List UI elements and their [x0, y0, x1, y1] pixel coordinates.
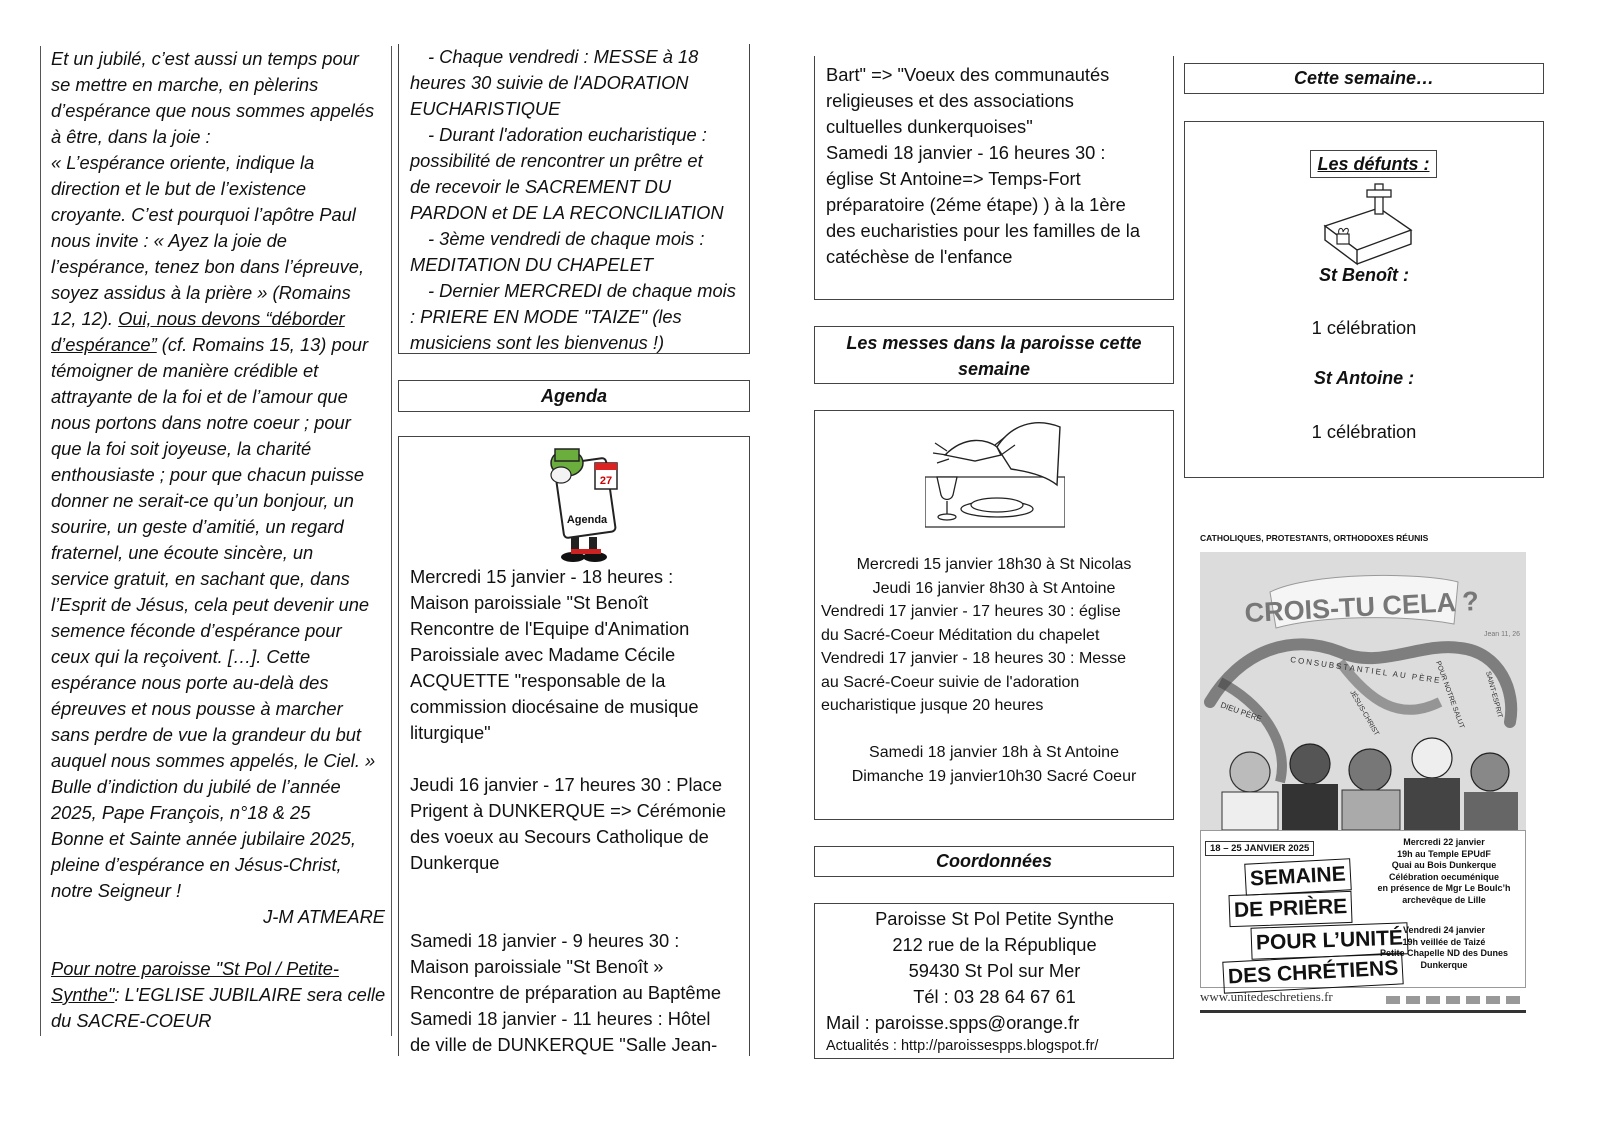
contact-title: Coordonnées — [935, 851, 1052, 871]
mass-line: du Sacré-Coeur Méditation du chapelet — [821, 626, 1100, 644]
poster-ribbon: JÉSUS-CHRIST — [1348, 689, 1380, 738]
poster-ribbon: POUR NOTRE SALUT — [1434, 660, 1466, 730]
editorial-line: « L’espérance oriente, indique la — [51, 152, 315, 173]
editorial-line — [51, 332, 385, 358]
poster-event-line: en présence de Mgr Le Boulc’h — [1377, 883, 1511, 893]
agenda-line: de ville de DUNKERQUE "Salle Jean- — [410, 1034, 718, 1055]
poster-top-line: CATHOLIQUES, PROTESTANTS, ORTHODOXES RÉUNIS — [1200, 533, 1429, 543]
poster-ref: Jean 11, 26 — [1484, 631, 1521, 638]
agenda-line: Prigent à DUNKERQUE => Cérémonie — [410, 800, 726, 821]
agenda-line: des voeux au Secours Catholique de — [410, 826, 709, 847]
poster-event-line: Vendredi 24 janvier — [1402, 925, 1486, 935]
contact-mail[interactable]: Mail : paroisse.spps@orange.fr — [826, 1012, 1080, 1033]
editorial-line: donner ne serait-ce qu’un bonjour, un — [51, 490, 354, 511]
partner-logos — [1386, 996, 1526, 1004]
agenda-cont-line: cultuelles dunkerquoises" — [826, 116, 1033, 137]
poster-event-line: 19h veillée de Taizé — [1402, 936, 1486, 947]
mass-line: Samedi 18 janvier 18h à St Antoine — [869, 744, 1119, 761]
unity-week-poster — [1198, 530, 1538, 1030]
editorial-line: croyante. C’est pourquoi l’apôtre Paul — [51, 204, 356, 225]
masses-title: Les messes dans la paroisse cette — [846, 333, 1142, 353]
agenda-cont-line: des eucharisties pour les familles de la — [826, 220, 1140, 241]
office-line: : PRIERE EN MODE "TAIZE" (les — [410, 306, 682, 327]
poster-ribbon: CONSUBSTANTIEL AU PÈRE — [1289, 655, 1442, 686]
agenda-text — [410, 564, 745, 1058]
agenda-continued-box — [814, 56, 1174, 300]
editorial-line: nous portons dans notre coeur ; pour — [51, 412, 351, 433]
mass-line: Vendredi 17 janvier - 18 heures 30 : Messe — [821, 650, 1127, 667]
editorial-line: direction et le but de l’existence — [51, 178, 307, 199]
editorial-line: que la foi soit joyeuse, la charité — [51, 438, 312, 459]
tomb-icon — [1317, 178, 1417, 268]
poster-title-line: DES CHRÉTIENS — [1222, 952, 1404, 993]
contact-box — [814, 903, 1174, 1059]
editorial-line: se mettre en marche, en pèlerins — [51, 74, 319, 95]
agenda-cont-line: préparatoire (2éme étape) ) à la 1ère — [826, 194, 1126, 215]
agenda-line: ACQUETTE "responsable de la — [410, 670, 666, 691]
office-line: PARDON et DE LA RECONCILIATION — [410, 202, 724, 223]
editorial-line: épreuves et nous pousse à marcher — [51, 698, 343, 719]
editorial-line: Et un jubilé, c’est aussi un temps pour — [51, 48, 359, 69]
poster-illustration — [1200, 552, 1526, 830]
masses-list — [821, 553, 1167, 788]
agenda-icon-label: Agenda — [566, 514, 608, 526]
verse-ref: 12, 12). — [51, 308, 113, 329]
poster-title-line: SEMAINE — [1244, 858, 1351, 895]
agenda-line: Rencontre de préparation au Baptême — [410, 982, 721, 1003]
st-benoit-label: St Benoît : — [1319, 265, 1409, 285]
agenda-line: Samedi 18 janvier - 9 heures 30 : — [410, 930, 680, 951]
contact-line: Tél : 03 28 64 67 61 — [913, 986, 1076, 1007]
mass-line: eucharistique jusque 20 heures — [821, 697, 1044, 714]
contact-line: Paroisse St Pol Petite Synthe — [875, 908, 1114, 929]
parish-note-text: : L'EGLISE JUBILAIRE sera celle — [114, 984, 386, 1005]
editorial-line: 2025, Pape François, n°18 & 25 — [51, 802, 311, 823]
masses-box — [814, 410, 1174, 820]
contact-header — [814, 846, 1174, 877]
poster-title-line: DE PRIÈRE — [1228, 891, 1352, 927]
week-title: Cette semaine… — [1293, 68, 1435, 88]
agenda-line: Paroissiale avec Madame Cécile — [410, 644, 676, 665]
agenda-line: Samedi 18 janvier - 11 heures : Hôtel — [410, 1008, 711, 1029]
signature: J-M ATMEARE — [263, 906, 385, 927]
editorial-line: l’Esprit de Jésus, cela peut devenir une — [51, 594, 370, 615]
deceased-title: Les défunts : — [1317, 154, 1430, 174]
agenda-cont-line: Bart" => "Voeux des communautés — [826, 64, 1110, 85]
editorial-line: Bonne et Sainte année jubilaire 2025, — [51, 828, 356, 849]
editorial-line: pleine d’espérance en Jésus-Christ, — [51, 854, 342, 875]
editorial-line: nous invite : « Ayez la joie de — [51, 230, 287, 251]
poster-event-line: archevêque de Lille — [1402, 894, 1486, 905]
agenda-line: Dunkerque — [410, 852, 500, 873]
poster-bottom — [1200, 830, 1526, 988]
agenda-line: Maison paroissiale "St Benoît — [410, 592, 649, 613]
agenda-box — [398, 436, 750, 1056]
editorial-line: Bulle d’indiction du jubilé de l’année — [51, 776, 341, 797]
agenda-title: Agenda — [540, 386, 607, 406]
poster-footer — [1200, 988, 1526, 1013]
agenda-icon-day: 27 — [599, 475, 613, 487]
poster-event-line: Quai au Bois Dunkerque — [1391, 860, 1497, 870]
office-line: de recevoir le SACREMENT DU — [410, 176, 672, 197]
parish-note — [51, 982, 385, 1008]
poster-event-1 — [1369, 837, 1519, 906]
poster-event-line: Mercredi 22 janvier — [1403, 837, 1485, 847]
masses-title: semaine — [957, 359, 1031, 379]
parish-note: du SACRE-COEUR — [51, 1010, 212, 1031]
agenda-line: commission diocésaine de musique — [410, 696, 699, 717]
editorial-line: d’espérance que nous sommes appelés — [51, 100, 375, 121]
office-line: EUCHARISTIQUE — [410, 98, 561, 119]
editorial-line: service gratuit, en sachant que, dans — [51, 568, 350, 589]
editorial-line: fraternel, une écoute sincère, un — [51, 542, 314, 563]
underlined-quote: Oui, nous devons “déborder — [118, 308, 345, 329]
parish-note-link: Synthe" — [51, 984, 115, 1005]
st-benoit-count: 1 célébration — [1311, 317, 1417, 338]
poster-event-line: Célébration oecuménique — [1388, 871, 1500, 882]
agenda-cont-line: église St Antoine=> Temps-Fort — [826, 168, 1081, 189]
editorial-line — [51, 306, 385, 332]
poster-dates: 18 – 25 JANVIER 2025 — [1205, 841, 1314, 856]
agenda-cont-line: religieuses et des associations — [826, 90, 1074, 111]
parish-note — [51, 956, 385, 982]
agenda-line: Mercredi 15 janvier - 18 heures : — [410, 566, 674, 587]
st-antoine-count: 1 célébration — [1311, 421, 1417, 442]
masses-header — [814, 326, 1174, 384]
editorial-line: auquel nous sommes appelés, le Ciel. » — [51, 750, 376, 771]
poster-event-line: 19h au Temple EPUdF — [1397, 848, 1491, 859]
editorial-line: soyez assidus à la prière » (Romains — [51, 282, 351, 303]
editorial-line: attrayante de la foi et de l’amour que — [51, 386, 348, 407]
office-line: MEDITATION DU CHAPELET — [410, 254, 654, 275]
deceased-title-box — [1310, 150, 1437, 178]
editorial-line: enthousiaste ; pour que chacun puisse — [51, 464, 365, 485]
eucharist-illustration — [925, 415, 1065, 530]
editorial-line: notre Seigneur ! — [51, 880, 182, 901]
editorial-column — [40, 46, 392, 1036]
office-line: - Chaque vendredi : MESSE à 18 — [428, 46, 699, 67]
agenda-cont-line: Samedi 18 janvier - 16 heures 30 : — [826, 142, 1106, 163]
editorial-line: sans perdre de vue la grandeur du but — [51, 724, 361, 745]
poster-event-2 — [1369, 925, 1519, 971]
weekly-offices-box — [398, 44, 750, 354]
st-antoine-label: St Antoine : — [1313, 368, 1415, 388]
office-line: possibilité de rencontrer un prêtre et — [410, 150, 703, 171]
editorial-text — [41, 46, 391, 1034]
contact-news-link[interactable]: Actualités : http://paroissespps.blogspot.fr/ — [826, 1038, 1099, 1054]
deceased-box — [1184, 121, 1544, 478]
editorial-line: témoigner de manière crédible et — [51, 360, 319, 381]
office-line: heures 30 suivie de l'ADORATION — [410, 72, 689, 93]
agenda-line: Jeudi 16 janvier - 17 heures 30 : Place — [410, 774, 722, 795]
agenda-line: Rencontre de l'Equipe d'Animation — [410, 618, 690, 639]
agenda-icon — [527, 441, 637, 566]
mass-line: au Sacré-Coeur suivie de l'adoration — [821, 673, 1080, 691]
contact-line: 212 rue de la République — [892, 934, 1097, 955]
poster-title-line: POUR L’UNITÉ — [1250, 922, 1408, 959]
agenda-line: liturgique" — [410, 722, 491, 743]
office-line: - 3ème vendredi de chaque mois : — [428, 228, 705, 249]
underlined-quote: d’espérance” — [51, 334, 157, 355]
office-line: - Durant l'adoration eucharistique : — [428, 124, 707, 145]
agenda-cont-line: catéchèse de l'enfance — [826, 246, 1013, 267]
editorial-line: espérance nous porte au-delà des — [51, 672, 329, 693]
agenda-header — [398, 380, 750, 412]
agenda-line: Maison paroissiale "St Benoît » — [410, 956, 664, 977]
poster-url[interactable]: www.unitedeschretiens.fr — [1200, 989, 1333, 1004]
mass-line: Mercredi 15 janvier 18h30 à St Nicolas — [856, 556, 1132, 573]
office-line: - Dernier MERCREDI de chaque mois — [428, 280, 736, 301]
poster-headline: CROIS-TU CELA ? — [1243, 585, 1480, 629]
parish-note-link: Pour notre paroisse "St Pol / Petite- — [51, 958, 339, 979]
mass-line: Jeudi 16 janvier 8h30 à St Antoine — [872, 579, 1116, 597]
office-line: musiciens sont les bienvenus !) — [410, 332, 665, 353]
editorial-line: sourire, un geste d’amitié, un regard — [51, 516, 344, 537]
poster-event-line: Dunkerque — [1420, 959, 1468, 970]
contact-line: 59430 St Pol sur Mer — [908, 960, 1081, 981]
verse-ref: (cf. Romains 15, 13) pour — [161, 334, 369, 355]
poster-ribbon: DIEU PÈRE — [1219, 700, 1263, 724]
week-header — [1184, 63, 1544, 94]
mass-line: Vendredi 17 janvier - 17 heures 30 : église — [821, 603, 1121, 620]
mass-line: Dimanche 19 janvier10h30 Sacré Coeur — [851, 767, 1137, 785]
editorial-line: ceux qui la reçoivent. […]. Cette — [51, 646, 311, 667]
poster-ribbon: SAINT-ESPRIT — [1484, 670, 1504, 719]
editorial-line: semence féconde d’espérance pour — [51, 620, 342, 641]
editorial-line: l’espérance, tenez bon dans l’épreuve, — [51, 256, 365, 277]
poster-event-line: Petite Chapelle ND des Dunes — [1379, 948, 1509, 958]
editorial-line: à être, dans la joie : — [51, 126, 211, 147]
